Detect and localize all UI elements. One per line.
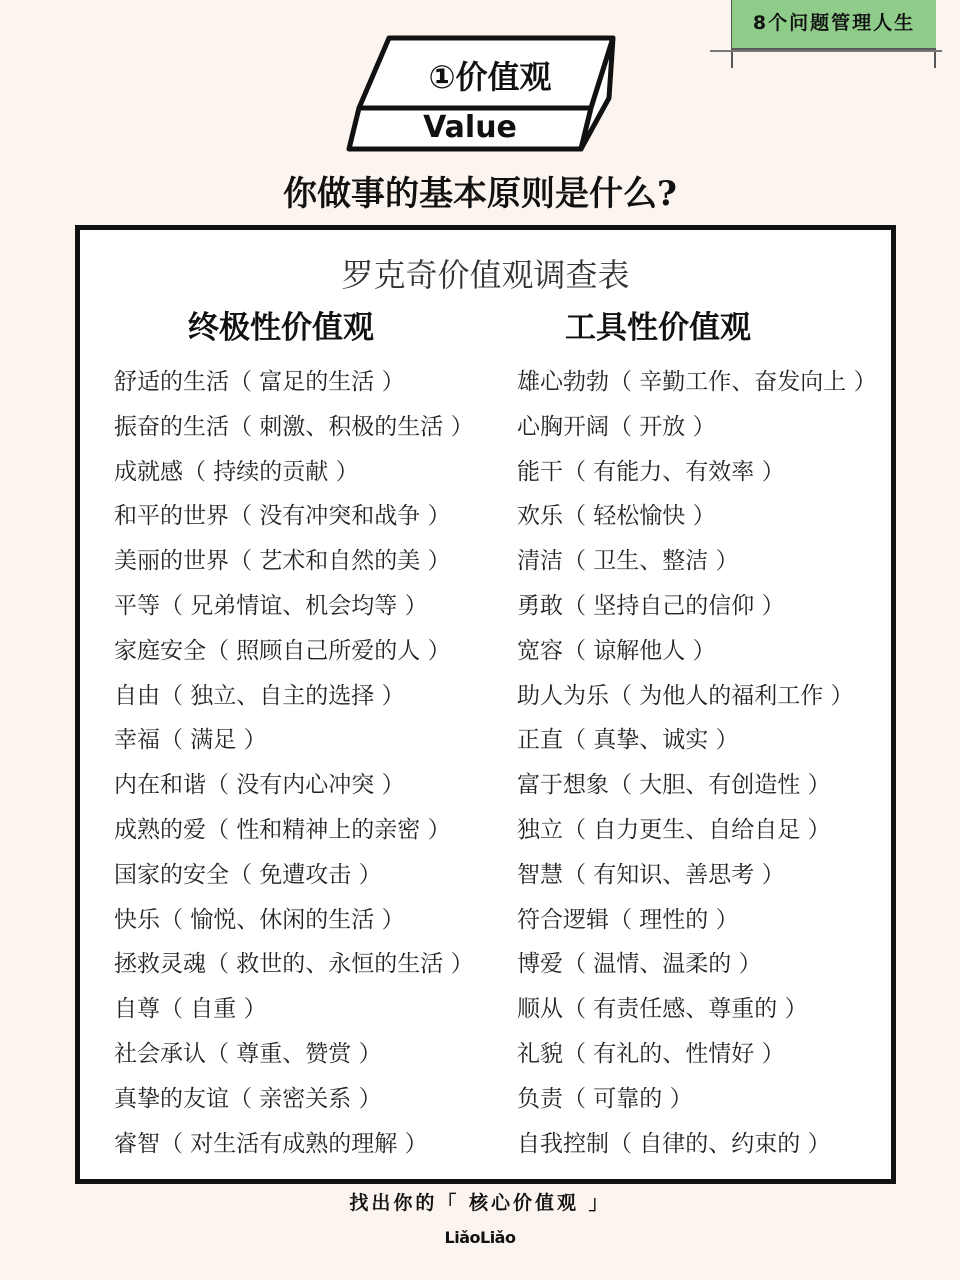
- list-item: 和平的世界（ 没有冲突和战争 ）: [114, 503, 451, 530]
- list-item: 真挚的友谊（ 亲密关系 ）: [114, 1085, 382, 1112]
- title-block: [345, 34, 617, 154]
- list-item: 欢乐（ 轻松愉快 ）: [517, 503, 716, 530]
- list-item: 负责（ 可靠的 ）: [517, 1085, 693, 1112]
- list-item: 正直（ 真挚、诚实 ）: [517, 727, 739, 754]
- series-tag-label: 8个问题管理人生: [752, 11, 916, 34]
- list-item: 成熟的爱（ 性和精神上的亲密 ）: [114, 816, 451, 843]
- list-item: 内在和谐（ 没有内心冲突 ）: [114, 772, 405, 799]
- instrumental-values-list: [517, 360, 877, 1166]
- list-item: 自我控制（ 自律的、约束的 ）: [517, 1130, 831, 1157]
- list-item: 睿智（ 对生活有成熟的理解 ）: [114, 1130, 428, 1157]
- list-item: 自由（ 独立、自主的选择 ）: [114, 682, 405, 709]
- list-item: 雄心勃勃（ 辛勤工作、奋发向上 ）: [517, 369, 877, 395]
- list-item: 快乐（ 愉悦、休闲的生活 ）: [114, 906, 405, 933]
- list-item: 宽容（ 谅解他人 ）: [517, 637, 716, 664]
- list-item: 博爱（ 温情、温柔的 ）: [517, 951, 762, 978]
- list-item: 独立（ 自力更生、自给自足 ）: [517, 816, 831, 843]
- list-item: 家庭安全（ 照顾自己所爱的人 ）: [114, 637, 451, 664]
- list-item: 自尊（ 自重 ）: [114, 996, 267, 1023]
- list-item: 平等（ 兄弟情谊、机会均等 ）: [114, 592, 428, 619]
- list-item: 成就感（ 持续的贡献 ）: [114, 458, 359, 485]
- survey-card: [75, 225, 896, 1184]
- survey-title: 罗克奇价值观调查表: [341, 256, 630, 294]
- series-tag: [732, 0, 936, 50]
- terminal-values-heading: 终极性价值观: [188, 310, 374, 346]
- list-item: 国家的安全（ 免遭攻击 ）: [114, 861, 382, 888]
- section-subtitle: Value: [423, 110, 517, 145]
- list-item: 社会承认（ 尊重、赞赏 ）: [114, 1040, 382, 1067]
- footer-caption: 找出你的「 核心价值观 」: [349, 1192, 611, 1214]
- list-item: 助人为乐（ 为他人的福利工作 ）: [517, 682, 854, 709]
- list-item: 舒适的生活（ 富足的生活 ）: [114, 369, 405, 395]
- list-item: 能干（ 有能力、有效率 ）: [517, 458, 785, 485]
- list-item: 顺从（ 有责任感、尊重的 ）: [517, 996, 808, 1023]
- question-heading: 你做事的基本原则是什么?: [283, 174, 677, 214]
- list-item: 富于想象（ 大胆、有创造性 ）: [517, 772, 831, 799]
- tag-baseline: [710, 50, 942, 52]
- list-item: 幸福（ 满足 ）: [114, 727, 267, 754]
- list-item: 符合逻辑（ 理性的 ）: [517, 906, 739, 933]
- terminal-values-list: [114, 360, 474, 1166]
- list-item: 礼貌（ 有礼的、性情好 ）: [517, 1040, 785, 1067]
- list-item: 拯救灵魂（ 救世的、永恒的生活 ）: [114, 951, 474, 978]
- brand-logo: LiǎoLiǎo: [444, 1228, 516, 1247]
- list-item: 清洁（ 卫生、整洁 ）: [517, 548, 739, 575]
- list-item: 美丽的世界（ 艺术和自然的美 ）: [114, 548, 451, 575]
- list-item: 勇敢（ 坚持自己的信仰 ）: [517, 592, 785, 619]
- list-item: 心胸开阔（ 开放 ）: [517, 413, 716, 440]
- instrumental-values-heading: 工具性价值观: [565, 310, 751, 346]
- list-item: 振奋的生活（ 刺激、积极的生活 ）: [114, 413, 474, 440]
- list-item: 智慧（ 有知识、善思考 ）: [517, 861, 785, 888]
- section-title: ①价值观: [428, 58, 552, 96]
